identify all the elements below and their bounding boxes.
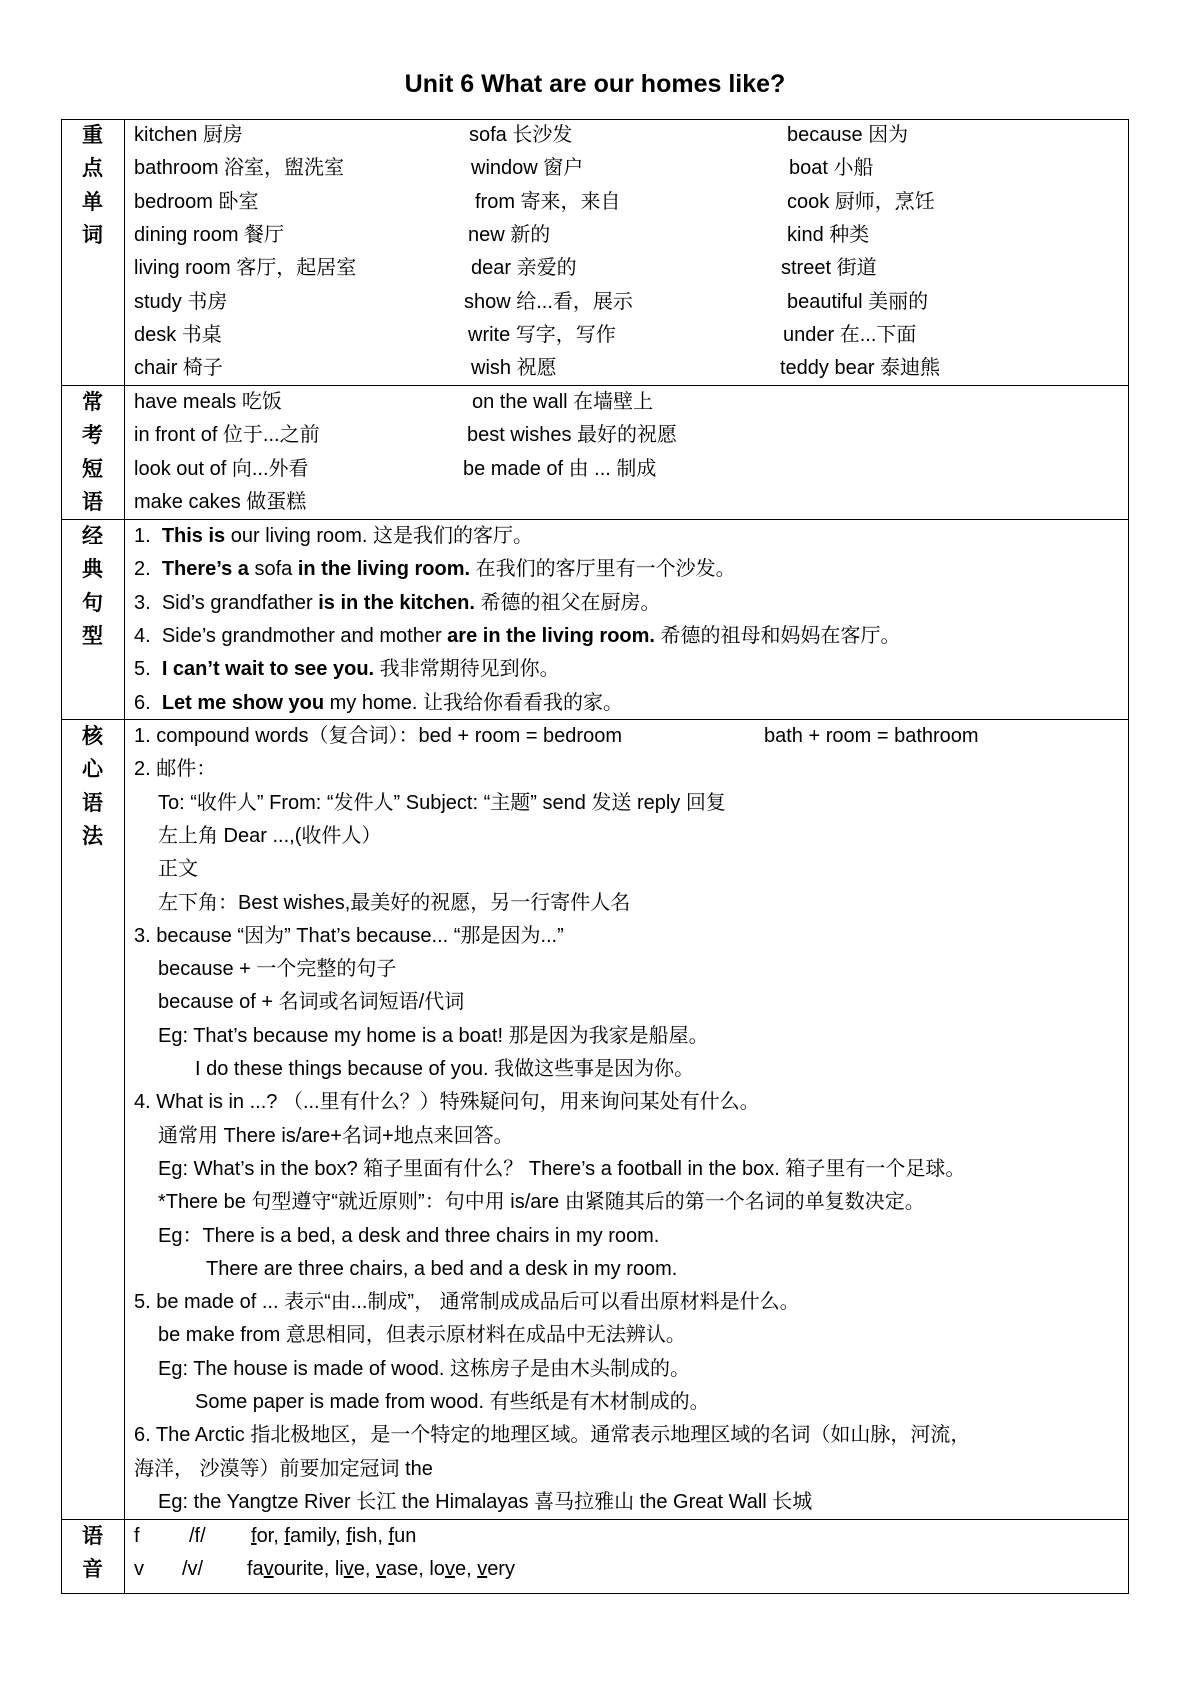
header-char: 语 — [82, 1524, 103, 1548]
phonics-word: fun — [388, 1525, 417, 1547]
grammar-line: 海洋， 沙漠等）前要加定冠词 the — [134, 1457, 433, 1480]
grammar-line: bath + room = bathroom — [764, 725, 979, 747]
phrase: look out of 向...外看 — [134, 457, 309, 480]
phrase: make cakes 做蛋糕 — [134, 490, 307, 513]
header-char: 音 — [82, 1557, 103, 1582]
grammar-line: 6. The Arctic 指北极地区，是一个特定的地理区域。通常表示地理区域的名词（如山脉，河流， — [134, 1424, 971, 1447]
header-char: 语 — [82, 790, 103, 815]
vocab-word: boat 小船 — [789, 157, 874, 180]
grammar-line: Eg: The house is made of wood. 这栋房子是由木头制成的。 — [158, 1357, 691, 1380]
section-header-sentences — [61, 520, 124, 653]
vocab-word: street 街道 — [781, 257, 877, 280]
sentence-text: our living room. — [225, 525, 368, 547]
grammar-line: 通常用 There is/are+名词+地点来回答。 — [158, 1124, 514, 1147]
phonics-word: love — [429, 1558, 467, 1581]
sentence-text: Sid’s grandfather — [161, 591, 319, 614]
grammar-line: I do these things because of you. 我做这些事是因为你。 — [195, 1058, 695, 1080]
header-char: 重 — [82, 123, 103, 147]
sentence-key: This is — [161, 525, 226, 547]
grammar-line: 1. compound words（复合词）：bed + room = bedroom — [134, 725, 622, 747]
grammar-line: Eg: That’s because my home is a boat! 那是因为我家是船屋。 — [158, 1024, 709, 1047]
header-char: 点 — [82, 156, 103, 181]
vocab-word: desk 书桌 — [134, 323, 222, 346]
section-header-vocab — [61, 119, 124, 252]
vocab-word: bathroom 浴室，盥洗室 — [134, 157, 345, 180]
grammar-line: Eg：There is a bed, a desk and three chairs in my room. — [158, 1224, 660, 1247]
phonics-letter: v — [134, 1558, 144, 1581]
section-header-phonics — [61, 1520, 124, 1587]
sentence-number: 5. — [134, 658, 151, 681]
vocab-word: under 在...下面 — [783, 323, 917, 346]
vocab-word: new 新的 — [468, 223, 551, 246]
sentence-text: 希德的祖父在厨房。 — [474, 591, 661, 614]
header-char: 常 — [82, 390, 103, 414]
phonics-word: very — [477, 1558, 515, 1581]
sentence — [134, 520, 533, 553]
sentence-key: I can’t wait to see you. — [161, 658, 375, 681]
grammar-line: Eg: the Yangtze River 长江 the Himalayas 喜马拉雅山 the Great Wall 长城 — [158, 1490, 813, 1513]
grammar-line: 左上角 Dear ...,(收件人） — [158, 824, 382, 847]
header-char: 语 — [82, 489, 103, 514]
vocab-word: dining room 餐厅 — [134, 223, 285, 246]
sentence-text: 在我们的客厅里有一个沙发。 — [470, 558, 736, 581]
grammar-line: because of + 名词或名词短语/代词 — [158, 991, 465, 1014]
vocab-word: wish 祝愿 — [471, 357, 557, 380]
sentence — [134, 687, 623, 720]
vocab-word: sofa 长沙发 — [469, 124, 573, 146]
phrase: best wishes 最好的祝愿 — [467, 424, 678, 447]
section-header-grammar — [61, 720, 124, 853]
phrase: on the wall 在墙壁上 — [472, 391, 654, 413]
section-vocab — [61, 119, 1129, 385]
phonics-words: favourite, live, vase, love, very — [247, 1558, 515, 1581]
vocab-word: window 窗户 — [471, 157, 584, 180]
grammar-line: 2. 邮件： — [134, 758, 217, 781]
header-char: 词 — [82, 222, 103, 247]
grammar-line: To: “收件人” From: “发件人” Subject: “主题” send 发送 reply 回复 — [158, 791, 726, 814]
vocab-word: show 给...看，展示 — [464, 290, 633, 313]
vocab-word: beautiful 美丽的 — [787, 290, 929, 313]
header-char: 句 — [82, 590, 103, 615]
sentence-key: is in the kitchen. — [318, 591, 475, 614]
header-char: 典 — [82, 557, 103, 582]
vocab-word: because 因为 — [787, 124, 909, 146]
phonics-ipa: /f/ — [189, 1525, 206, 1547]
sentence-text: Side’s grandmother and mother — [161, 624, 448, 647]
section-header-phrases — [61, 386, 124, 519]
grammar-line: 4. What is in ...? （...里有什么？）特殊疑问句，用来询问某处有什么。 — [134, 1091, 760, 1114]
header-char: 心 — [82, 757, 103, 782]
vocab-word: dear 亲爱的 — [471, 257, 577, 280]
vocab-word: write 写字，写作 — [468, 323, 616, 346]
header-char: 型 — [82, 623, 103, 648]
grammar-line: 左下角：Best wishes,最美好的祝愿，另一行寄件人名 — [158, 891, 631, 914]
grammar-line: be make from 意思相同，但表示原材料在成品中无法辨认。 — [158, 1324, 686, 1347]
sentence-number: 2. — [134, 558, 151, 581]
vocab-word: bedroom 卧室 — [134, 190, 259, 213]
header-char: 短 — [82, 456, 103, 481]
phonics-word: for — [251, 1525, 274, 1547]
sentence-key: in the living room. — [297, 558, 471, 581]
phonics-letter: f — [134, 1525, 140, 1547]
header-char: 核 — [82, 724, 103, 748]
vocab-word: from 寄来，来自 — [475, 190, 621, 213]
section-phrases — [61, 385, 1129, 519]
vocab-word: chair 椅子 — [134, 357, 223, 380]
phonics-word: family — [284, 1525, 336, 1547]
sentence-text: my home. 让我给你看看我的家。 — [324, 691, 623, 714]
vocab-word: living room 客厅，起居室 — [134, 257, 357, 280]
header-char: 单 — [82, 189, 103, 214]
grammar-line: because + 一个完整的句子 — [158, 958, 397, 981]
sentence — [134, 653, 560, 686]
phonics-word: fish — [346, 1525, 378, 1547]
section-phonics — [61, 1519, 1129, 1594]
phonics-word: favourite — [247, 1558, 324, 1581]
sentence-text: 希德的祖母和妈妈在客厅。 — [654, 624, 901, 647]
sentence — [134, 620, 901, 653]
vocab-word: kind 种类 — [787, 223, 870, 246]
grammar-line: *There be 句型遵守“就近原则”：句中用 is/are 由紧随其后的第一个名词的单复数决定。 — [158, 1191, 925, 1214]
header-char: 法 — [82, 823, 103, 848]
sentence-key: Let me show you — [161, 691, 325, 714]
phrase: be made of 由 ... 制成 — [463, 457, 657, 480]
phrase: have meals 吃饭 — [134, 391, 282, 413]
sentence-text: 这是我们的客厅。 — [367, 525, 534, 547]
phonics-word: live — [334, 1558, 365, 1581]
grammar-line: 3. because “因为” That’s because... “那是因为...” — [134, 924, 564, 947]
vocab-word: study 书房 — [134, 290, 228, 313]
vocab-word: cook 厨师，烹饪 — [787, 190, 935, 213]
grammar-line: Some paper is made from wood. 有些纸是有木材制成的。 — [195, 1391, 710, 1413]
vocab-word: teddy bear 泰迪熊 — [780, 357, 941, 380]
grammar-line: 正文 — [158, 858, 198, 881]
phonics-ipa: /v/ — [182, 1558, 204, 1581]
page-title: Unit 6 What are our homes like? — [404, 70, 786, 98]
sentence-number: 1. — [134, 525, 151, 547]
grammar-line: Eg: What’s in the box? 箱子里面有什么？ There’s a football in the box. 箱子里有一个足球。 — [158, 1157, 966, 1180]
sentence-number: 4. — [134, 624, 151, 647]
grammar-line: 5. be made of ... 表示“由...制成”， 通常制成成品后可以看出原材料是什么。 — [134, 1291, 800, 1314]
header-char: 经 — [82, 524, 103, 548]
sentence-number: 6. — [134, 691, 151, 714]
phonics-word: vase — [375, 1558, 419, 1581]
vocab-word: kitchen 厨房 — [134, 124, 243, 146]
sentence — [134, 553, 736, 586]
section-sentences — [61, 519, 1129, 719]
sentence-key: are in the living room. — [447, 624, 655, 647]
sentence — [134, 587, 660, 620]
sentence-key: There’s a — [161, 558, 249, 581]
phonics-words: for, family, fish, fun — [251, 1525, 417, 1547]
section-grammar — [61, 719, 1129, 1519]
sentence-number: 3. — [134, 591, 151, 614]
grammar-line: There are three chairs, a bed and a desk in my room. — [206, 1257, 678, 1280]
header-char: 考 — [82, 423, 103, 448]
sentence-text: 我非常期待见到你。 — [374, 658, 560, 681]
phrase: in front of 位于...之前 — [134, 424, 320, 447]
sentence-text: sofa — [248, 558, 298, 581]
